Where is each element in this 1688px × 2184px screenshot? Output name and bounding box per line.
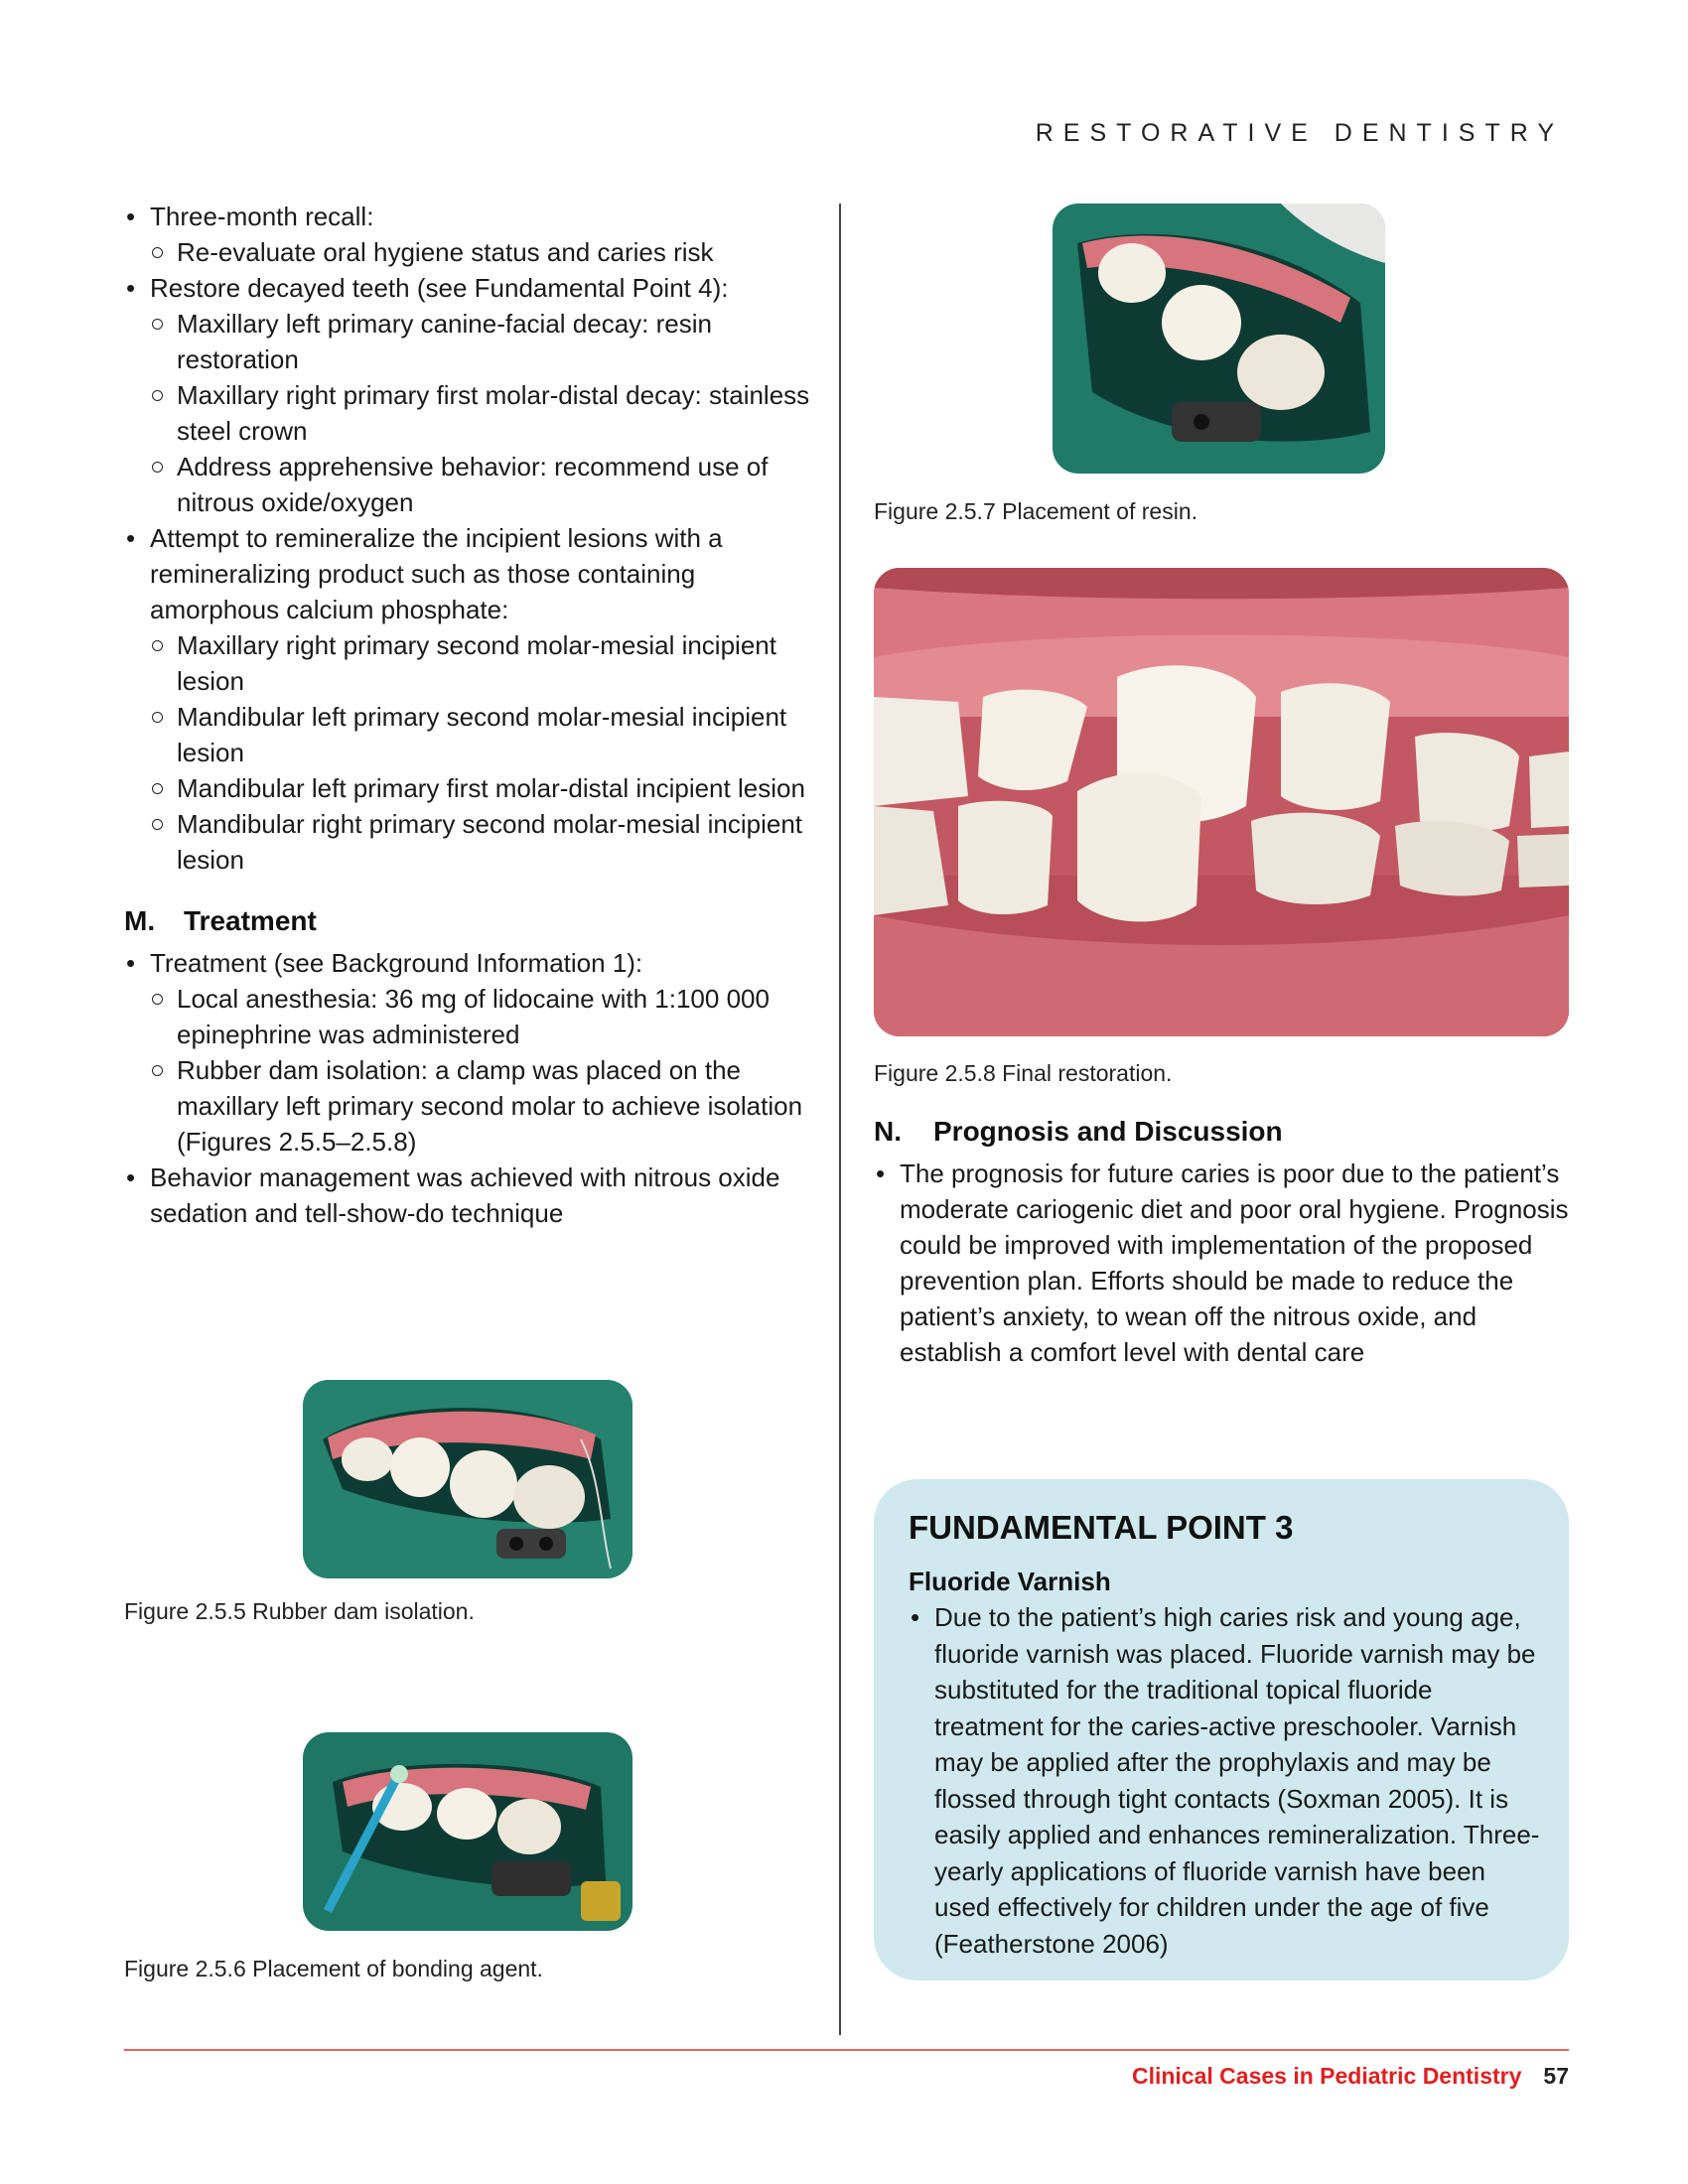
sub-list-item: Maxillary right primary first molar-distal decay: stainless steel crown <box>150 377 819 449</box>
sub-list <box>150 234 819 270</box>
figure-2-5-6-photo <box>303 1732 633 1931</box>
bullet-text: Restore decayed teeth (see Fundamental Point 4): <box>150 273 729 303</box>
book-title: Clinical Cases in Pediatric Dentistry <box>1131 2063 1522 2089</box>
prognosis-bullet-list <box>874 1156 1569 1370</box>
bullet-text: Attempt to remineralize the incipient lesions with a remineralizing product such as those containing amorphous calcium phosphate: <box>150 523 723 624</box>
section-letter: M. <box>124 905 156 936</box>
section-n <box>874 1114 1569 1370</box>
sub-list-item: Re-evaluate oral hygiene status and caries risk <box>150 234 819 270</box>
figure-2-5-7-photo <box>1053 204 1385 474</box>
sub-list <box>150 627 819 878</box>
list-item: • The prognosis for future caries is poor due to the patient’s moderate cariogenic diet and poor oral hygiene. Prognosis could be improved with implementation of the proposed prevention plan. Efforts should be made to reduce the patient’s anxiety, to wean off the nitrous oxide, and establish a comfort level with dental care <box>874 1156 1569 1370</box>
recall-bullet-list <box>124 199 819 878</box>
sub-list-item: Mandibular left primary first molar-distal incipient lesion <box>150 770 819 806</box>
list-item <box>124 199 819 270</box>
bullet-text: Behavior management was achieved with nitrous oxide sedation and tell-show-do technique <box>150 1162 780 1228</box>
running-head: RESTORATIVE DENTISTRY <box>1035 119 1564 147</box>
resin-placement-photo-image <box>1053 204 1385 474</box>
fundamental-point-list <box>909 1599 1544 1962</box>
treatment-bullet-list <box>124 945 819 1231</box>
sub-list-item: Mandibular left primary second molar-mesial incipient lesion <box>150 699 819 770</box>
sub-list-item: Address apprehensive behavior: recommend use of nitrous oxide/oxygen <box>150 449 819 520</box>
figure-2-5-8-photo <box>874 568 1569 1036</box>
section-n-heading <box>874 1114 1569 1150</box>
bonding-agent-photo-image <box>303 1732 633 1931</box>
footer-rule <box>124 2049 1569 2051</box>
sub-list-item: Maxillary left primary canine-facial decay: resin restoration <box>150 306 819 377</box>
sub-list <box>150 306 819 520</box>
footer <box>1132 2063 1569 2090</box>
section-letter: N. <box>874 1116 902 1147</box>
sub-list-item: Local anesthesia: 36 mg of lidocaine with 1:100 000 epinephrine was administered <box>150 981 819 1052</box>
figure-2-5-5-caption: Figure 2.5.5 Rubber dam isolation. <box>124 1598 475 1624</box>
final-restoration-photo-image <box>874 568 1569 1036</box>
figure-2-5-6-caption: Figure 2.5.6 Placement of bonding agent. <box>124 1956 543 1981</box>
column-divider <box>839 204 841 2035</box>
figure-2-5-7-caption: Figure 2.5.7 Placement of resin. <box>874 498 1197 524</box>
fundamental-point-subtitle: Fluoride Varnish <box>909 1567 1111 1596</box>
sub-list-item: Maxillary right primary second molar-mesial incipient lesion <box>150 627 819 699</box>
bullet-text: Three-month recall: <box>150 202 374 231</box>
bullet-text: Treatment (see Background Information 1): <box>150 948 643 978</box>
list-item: • Due to the patient’s high caries risk and young age, fluoride varnish was placed. Fluoride varnish may be substituted for the traditional topical fluoride treatment for the caries-active preschooler. Varnish may be applied after the prophylaxis and may be flossed through tight contacts (Soxman 2005). It is easily applied and enhances remineralization. Three-yearly applications of fluoride varnish have been used effectively for children under the age of five (Featherstone 2006) <box>909 1599 1544 1962</box>
section-title: Prognosis and Discussion <box>933 1116 1283 1147</box>
section-m-heading <box>124 903 819 939</box>
list-item <box>124 1160 819 1231</box>
sub-list <box>150 981 819 1160</box>
section-title: Treatment <box>184 905 317 936</box>
list-item <box>124 270 819 520</box>
fundamental-point-title: FUNDAMENTAL POINT 3 <box>909 1509 1294 1546</box>
page-number: 57 <box>1543 2063 1569 2089</box>
sub-list-item: Mandibular right primary second molar-mesial incipient lesion <box>150 806 819 878</box>
figure-2-5-5-photo <box>303 1380 633 1578</box>
left-column <box>124 199 819 1231</box>
list-item <box>124 945 819 1160</box>
sub-list-item: Rubber dam isolation: a clamp was placed on the maxillary left primary second molar to achieve isolation (Figures 2.5.5–2.5.8) <box>150 1052 819 1160</box>
fundamental-point-box <box>874 1479 1569 1980</box>
list-item <box>124 520 819 878</box>
figure-2-5-8-caption: Figure 2.5.8 Final restoration. <box>874 1060 1173 1086</box>
rubber-dam-photo-image <box>303 1380 633 1578</box>
